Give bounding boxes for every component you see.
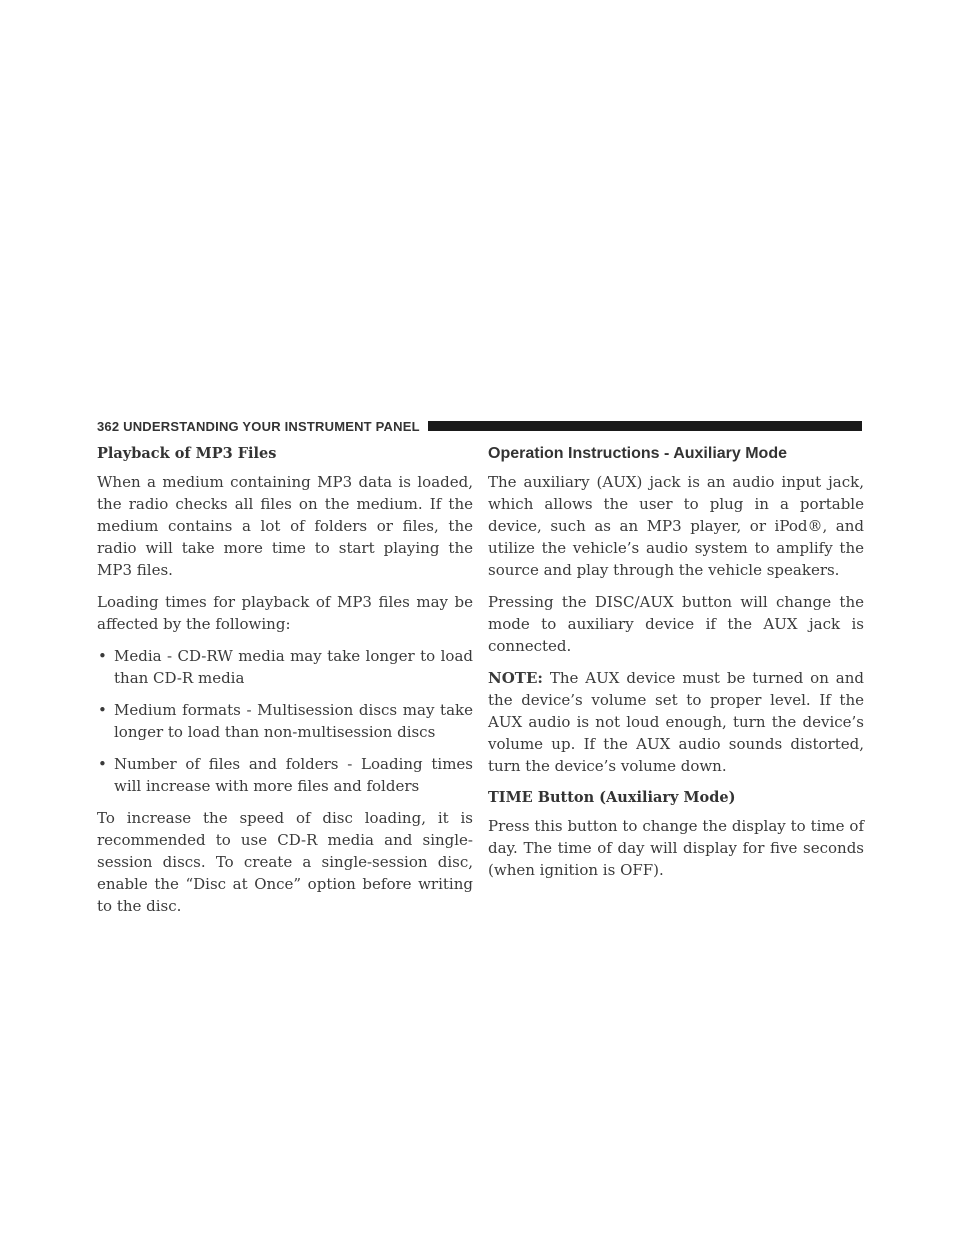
right-column: [488, 443, 864, 891]
list-item: [97, 753, 473, 797]
note-label: NOTE:: [488, 669, 543, 687]
list-item-text: Media - CD-RW media may take longer to load than CD-R media: [114, 647, 473, 687]
note-paragraph: [488, 667, 864, 777]
list-item-text: Medium formats - Multisession discs may take longer to load than non-multisession discs: [114, 701, 473, 741]
bullet-icon: •: [98, 755, 107, 773]
disc-loading-tip-paragraph: To increase the speed of disc loading, it is recommended to use CD-R media and single-session discs. To create a single-session disc, enable the “Disc at Once” option before writing to the disc.: [97, 809, 473, 915]
section-title: UNDERSTANDING YOUR INSTRUMENT PANEL: [123, 418, 420, 434]
list-item-text: Number of files and folders - Loading times will increase with more files and folders: [114, 755, 473, 795]
disc-aux-button-paragraph: Pressing the DISC/AUX button will change the mode to auxiliary device if the AUX jack is connected.: [488, 593, 864, 655]
header-rule: [428, 421, 862, 431]
header-label: [97, 419, 428, 434]
left-column: [97, 443, 473, 927]
time-button-heading: TIME Button (Auxiliary Mode): [488, 789, 736, 806]
aux-jack-paragraph: The auxiliary (AUX) jack is an audio input jack, which allows the user to plug in a portable device, such as an MP3 player, or iPod®, and utilize the vehicle’s audio system to amplify the source and play through the vehicle speakers.: [488, 473, 864, 579]
loading-times-paragraph: Loading times for playback of MP3 files may be affected by the following:: [97, 593, 473, 633]
page-number: 362: [97, 418, 120, 434]
mp3-intro-paragraph: When a medium containing MP3 data is loaded, the radio checks all files on the medium. If the medium contains a lot of folders or files, the radio will take more time to start playing the MP3 files.: [97, 473, 473, 579]
aux-mode-heading: Operation Instructions - Auxiliary Mode: [488, 445, 787, 462]
note-text: The AUX device must be turned on and the device’s volume set to proper level. If the AUX audio is not loud enough, turn the device’s volume up. If the AUX audio sounds distorted, turn the device’s volume down.: [488, 669, 864, 775]
list-item: [97, 645, 473, 689]
bullet-icon: •: [98, 701, 107, 719]
page-header: [97, 416, 862, 436]
time-button-paragraph: Press this button to change the display to time of day. The time of day will display for five seconds (when ignition is OFF).: [488, 817, 864, 879]
bullet-icon: •: [98, 647, 107, 665]
loading-factors-list: [97, 645, 473, 797]
list-item: [97, 699, 473, 743]
mp3-playback-heading: Playback of MP3 Files: [97, 445, 277, 462]
